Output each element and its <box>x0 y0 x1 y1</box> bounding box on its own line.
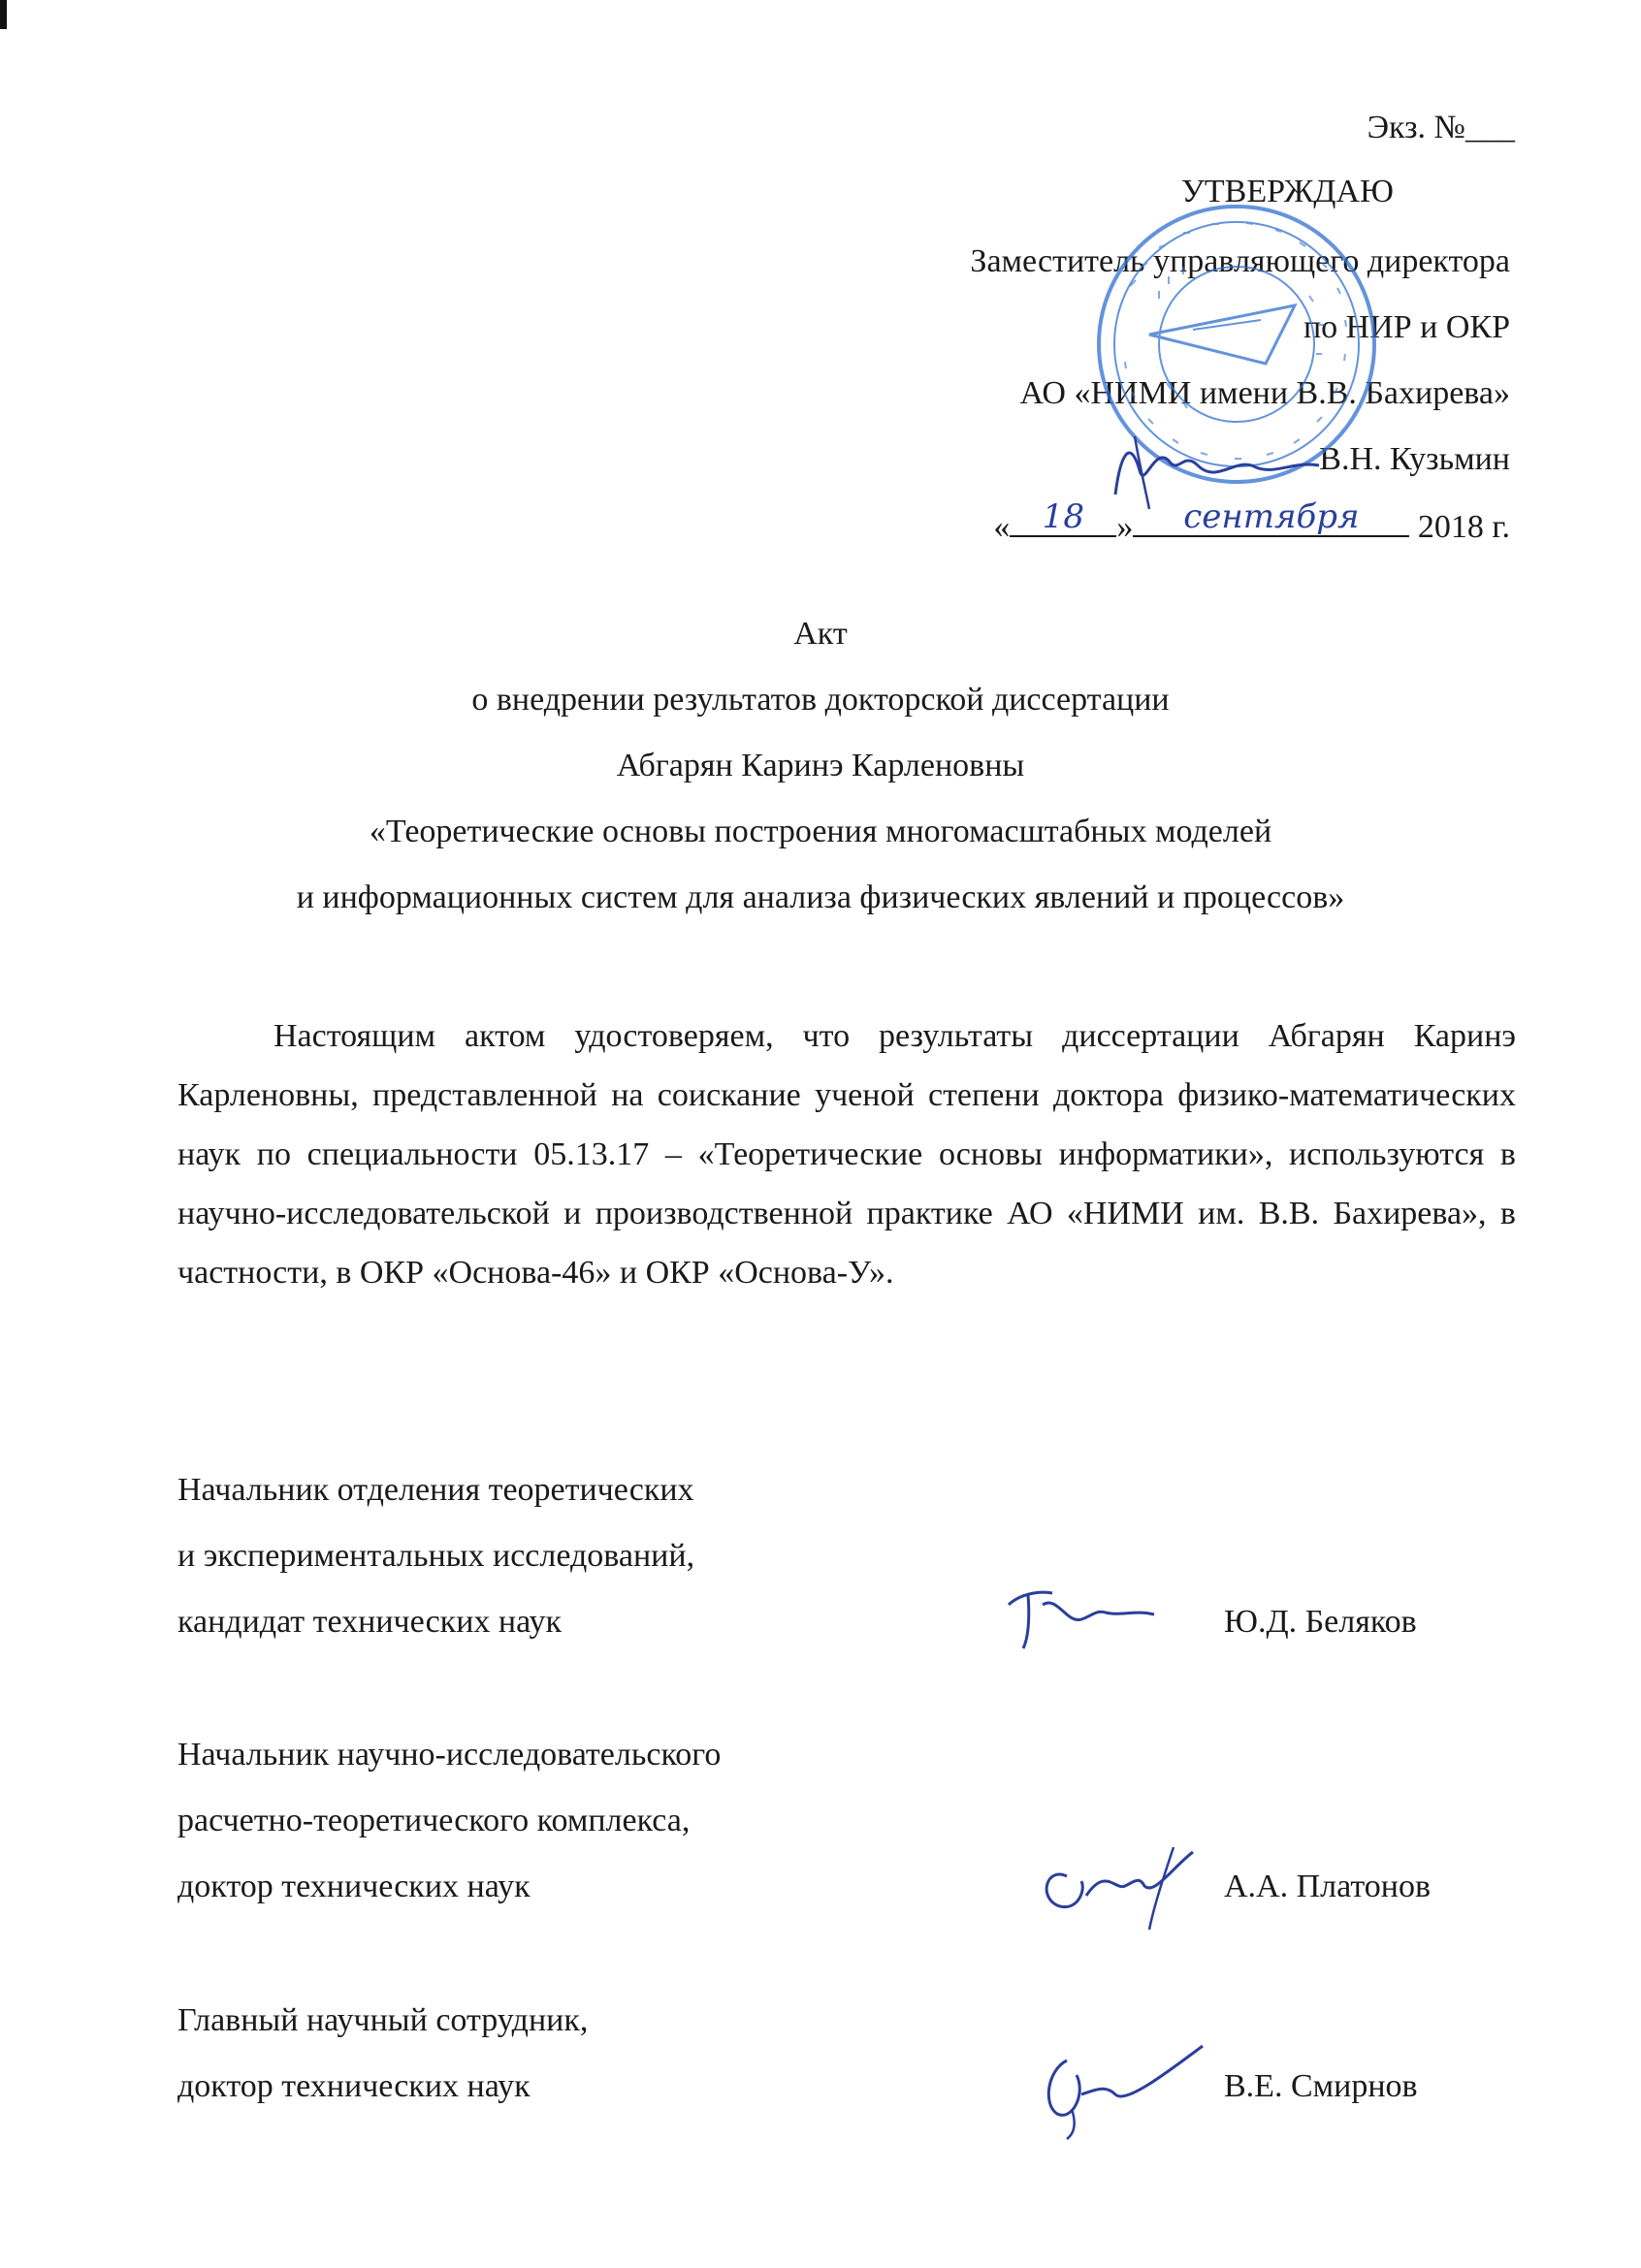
date-close-quote: » <box>1116 509 1134 545</box>
approver-organization: АО «НИМИ имени В.В. Бахирева» <box>1019 375 1510 411</box>
signatory-2-signature <box>1028 1837 1203 1934</box>
signatory-3-title-2: доктор технических наук <box>177 2068 531 2104</box>
signatory-2-name: А.А. Платонов <box>1224 1869 1431 1904</box>
signatory-1-title-1: Начальник отделения теоретических <box>177 1472 694 1508</box>
signatory-1-signature <box>999 1566 1164 1658</box>
approve-label: УТВЕРЖДАЮ <box>1180 174 1394 209</box>
date-day: 18 <box>1042 497 1084 536</box>
signatory-3-title-1: Главный научный сотрудник, <box>177 2002 589 2038</box>
date-year: 2018 г. <box>1417 509 1510 545</box>
approver-signature <box>1101 417 1334 524</box>
date-month: сентября <box>1183 497 1360 536</box>
title-line-4: «Теоретические основы построения многомасштабных моделей <box>369 814 1272 849</box>
signatory-1-title-3: кандидат технических наук <box>177 1604 562 1640</box>
date-open-quote: « <box>993 509 1011 545</box>
signatory-2-title-2: расчетно-теоретического комплекса, <box>177 1803 691 1838</box>
title-line-2: о внедрении результатов докторской диссертации <box>471 682 1170 718</box>
approver-name: В.Н. Кузьмин <box>1319 441 1510 477</box>
signatory-1-title-2: и экспериментальных исследований, <box>177 1538 695 1574</box>
title-line-5: и информационных систем для анализа физических явлений и процессов» <box>296 879 1345 915</box>
approver-position-1: Заместитель управляющего директора <box>970 243 1510 279</box>
body-paragraph: Настоящим актом удостоверяем, что результаты диссертации Абгарян Каринэ Карленовны, представленной на соискание ученой степени доктора физико-математических наук по специальности 05.13.17 – «Теоретические основы информатики», используются в научно-исследовательской и производственной практике АО «НИМИ им. В.В. Бахирева», в частности, в ОКР «Основа-46» и ОКР «Основа-У». <box>177 1018 1516 1291</box>
signatory-3-signature <box>1028 2036 1212 2143</box>
approver-position-2: по НИР и ОКР <box>1303 309 1510 345</box>
copy-number: Экз. №___ <box>1367 110 1515 145</box>
scan-edge-mark <box>0 0 7 29</box>
signatory-1-name: Ю.Д. Беляков <box>1224 1604 1417 1640</box>
title-line-3: Абгарян Каринэ Карленовны <box>616 748 1025 783</box>
signatory-3-name: В.Е. Смирнов <box>1224 2068 1418 2104</box>
signatory-2-title-1: Начальник научно-исследовательского <box>177 1737 722 1773</box>
document-title: Акт <box>793 616 848 652</box>
signatory-2-title-3: доктор технических наук <box>177 1869 531 1904</box>
